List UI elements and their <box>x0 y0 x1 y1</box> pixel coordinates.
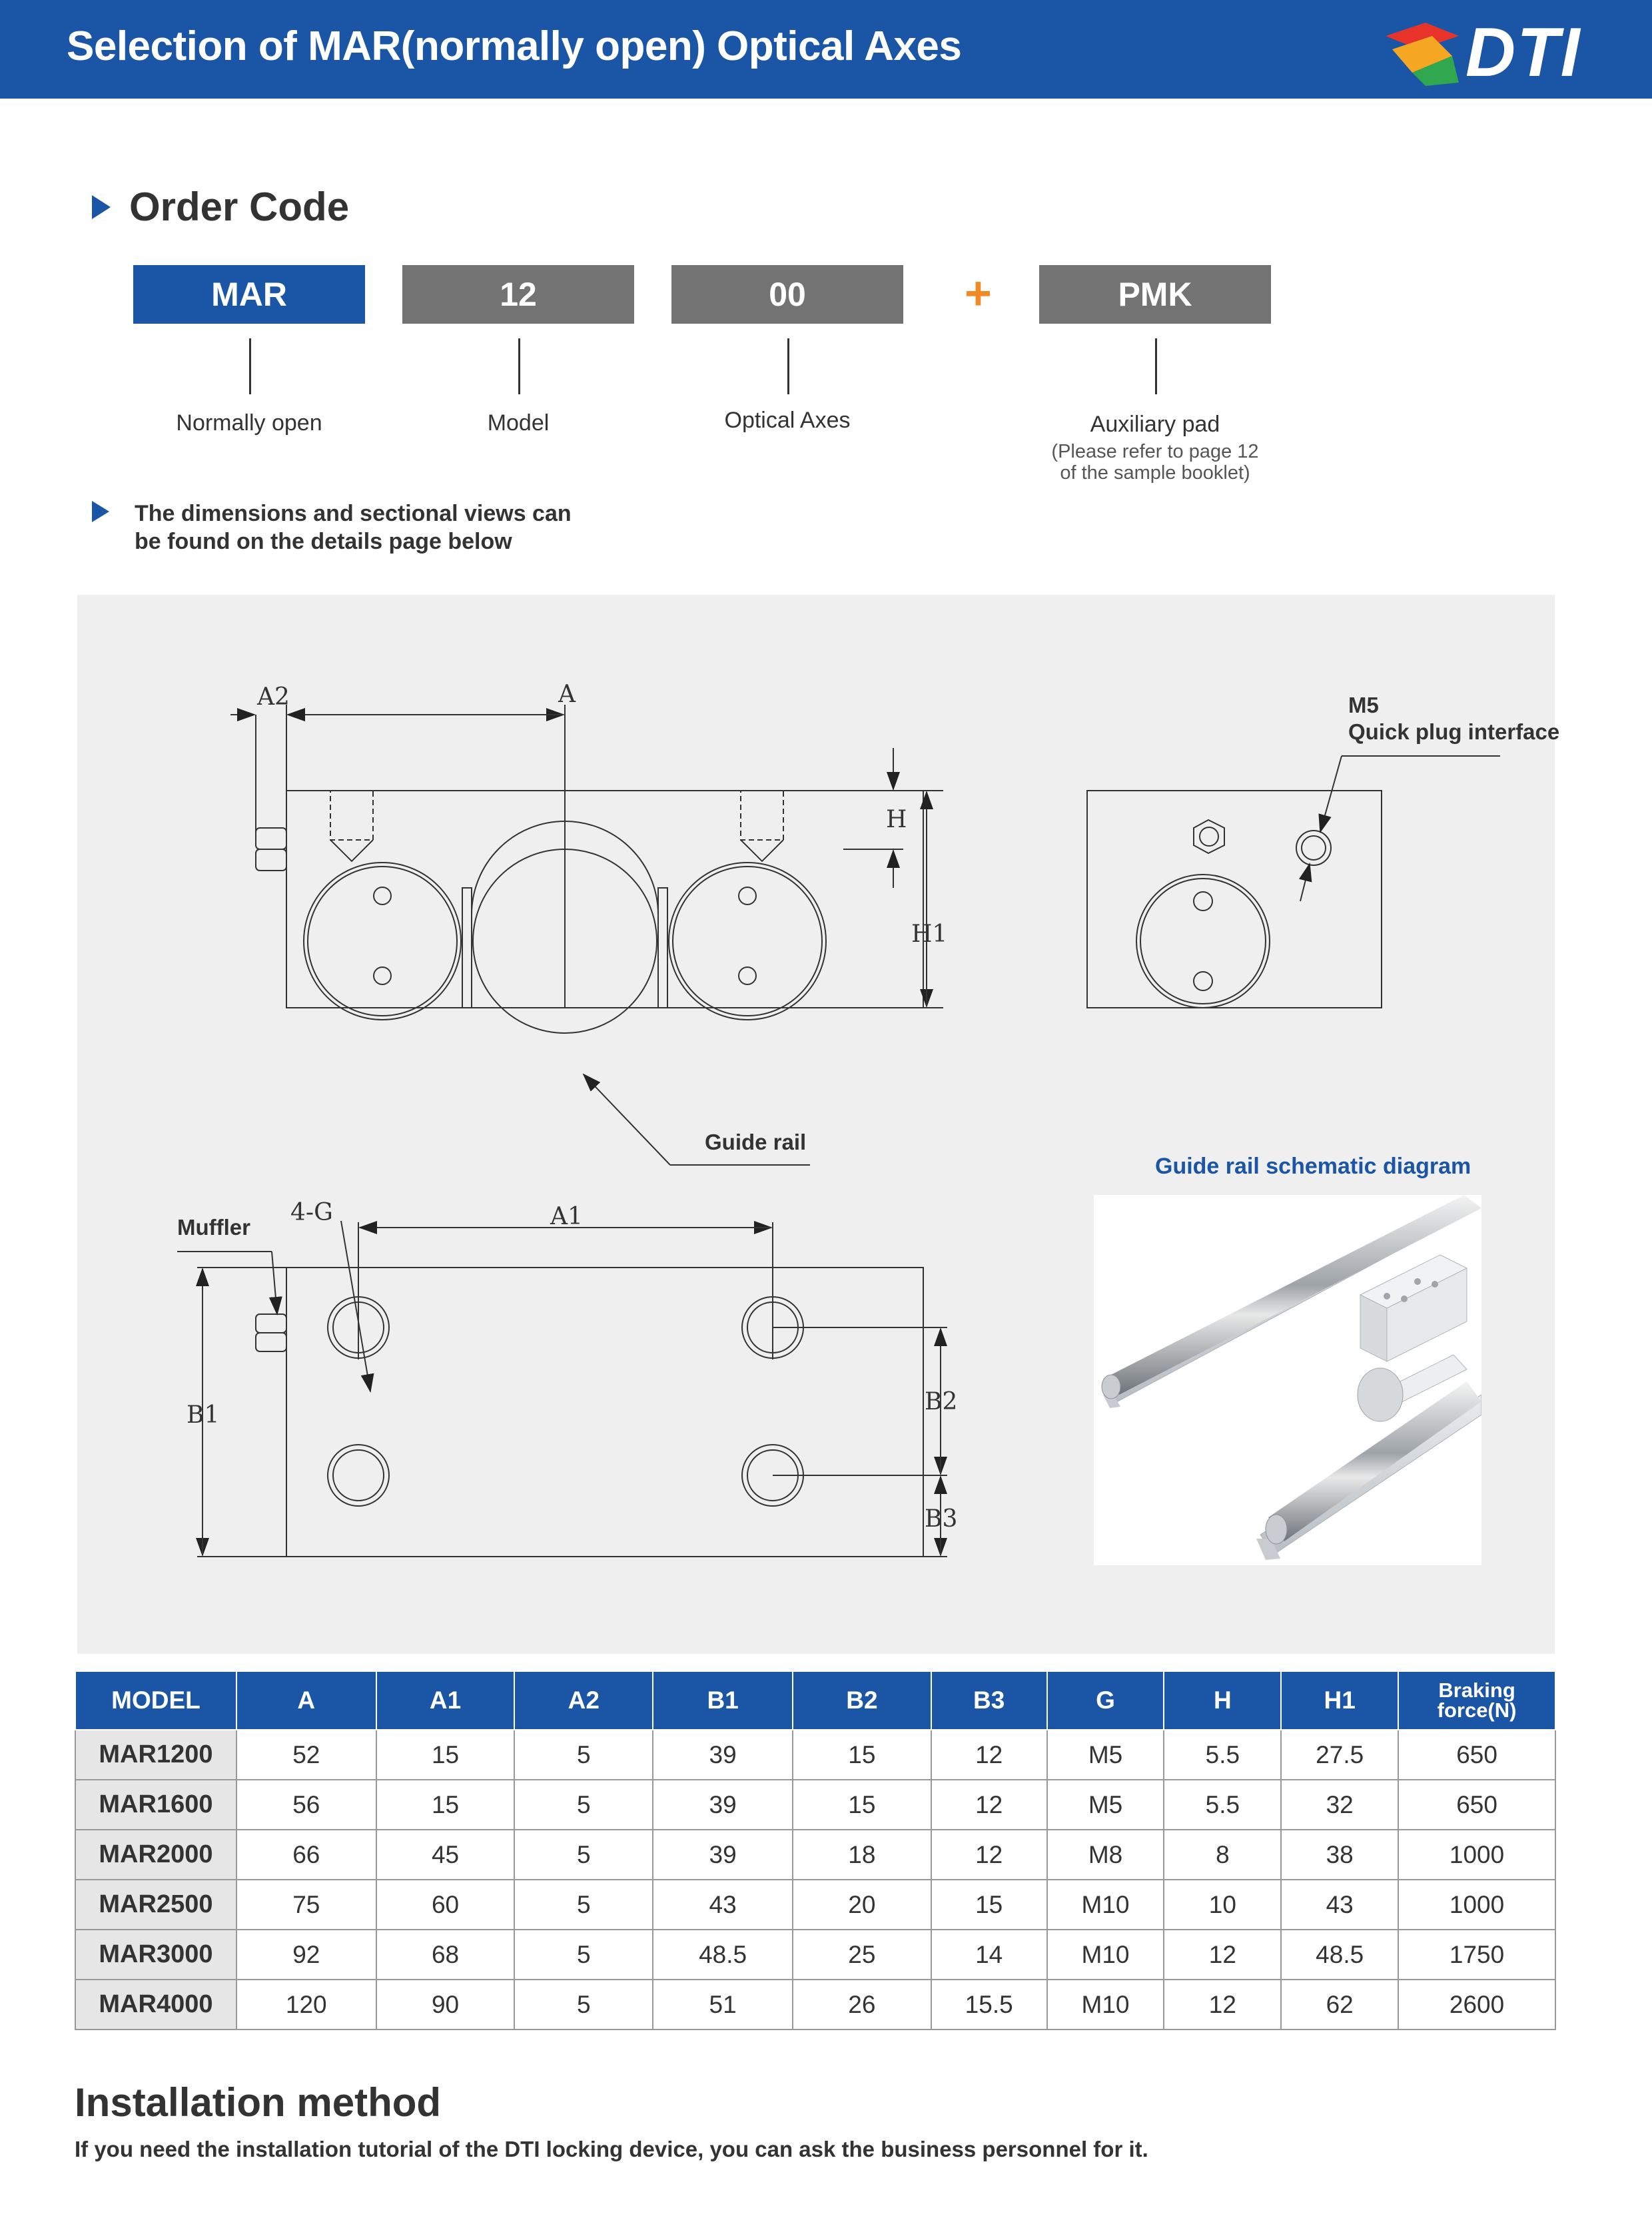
dim-label-h: H <box>886 806 907 833</box>
table-cell: M5 <box>1047 1730 1164 1780</box>
table-cell: 18 <box>793 1830 931 1880</box>
col-header: G <box>1047 1671 1164 1730</box>
leader-line <box>518 338 520 394</box>
table-header-row <box>75 1671 1555 1730</box>
quick-plug-label: Quick plug interface <box>1348 719 1560 744</box>
bottom-view-body <box>286 1268 923 1557</box>
table-row <box>75 1930 1555 1980</box>
table-cell: 12 <box>931 1780 1047 1830</box>
table-row <box>75 1880 1555 1930</box>
col-header: H <box>1164 1671 1281 1730</box>
table-cell: 5 <box>514 1880 653 1930</box>
label-optical-axes: Optical Axes <box>724 408 851 433</box>
model-cell: MAR2000 <box>75 1830 236 1880</box>
note-line-1: The dimensions and sectional views can <box>135 501 572 526</box>
table-cell: 43 <box>1281 1880 1398 1930</box>
leader-line <box>249 338 251 394</box>
section-marker-icon <box>92 195 111 219</box>
muffler-label: Muffler <box>177 1215 250 1240</box>
table-row <box>75 1730 1555 1780</box>
note-line-2: be found on the details page below <box>135 529 512 554</box>
table-cell: 5.5 <box>1164 1730 1281 1780</box>
installation-text: If you need the installation tutorial of the DTI locking device, you can ask the business personnel for it. <box>75 2137 1148 2161</box>
dim-label-a: A <box>558 681 576 708</box>
code-box-auxiliary: PMK <box>1039 265 1271 324</box>
dim-label-h1: H1 <box>911 921 948 948</box>
col-header: B1 <box>653 1671 793 1730</box>
table-cell: 27.5 <box>1281 1730 1398 1780</box>
plus-sign: + <box>965 267 992 319</box>
col-header: H1 <box>1281 1671 1398 1730</box>
braking-header-line1: Braking <box>1438 1678 1515 1702</box>
table-cell: 650 <box>1398 1780 1555 1830</box>
table-cell: M8 <box>1047 1830 1164 1880</box>
table-cell: 15 <box>376 1730 515 1780</box>
installation-title: Installation method <box>75 2080 442 2125</box>
table-cell: 5 <box>514 1980 653 2030</box>
order-code-heading: Order Code <box>129 185 350 229</box>
front-view-body-right <box>286 791 923 1008</box>
guide-rail-image <box>1094 1195 1481 1565</box>
label-auxiliary-pad: Auxiliary pad <box>1090 412 1220 437</box>
col-header: A2 <box>514 1671 653 1730</box>
model-cell: MAR4000 <box>75 1980 236 2030</box>
col-header: B3 <box>931 1671 1047 1730</box>
table-cell: 68 <box>376 1930 515 1980</box>
model-cell: MAR3000 <box>75 1930 236 1980</box>
guide-rail-schematic-title: Guide rail schematic diagram <box>1155 1154 1471 1179</box>
table-cell: 120 <box>236 1980 376 2030</box>
table-cell: 2600 <box>1398 1980 1555 2030</box>
table-cell: 15 <box>931 1880 1047 1930</box>
table-cell: 650 <box>1398 1730 1555 1780</box>
table-cell: 12 <box>931 1730 1047 1780</box>
table-cell: 60 <box>376 1880 515 1930</box>
table-cell: 15.5 <box>931 1980 1047 2030</box>
table-cell: M10 <box>1047 1980 1164 2030</box>
table-row <box>75 1830 1555 1880</box>
note-marker-icon <box>92 501 109 522</box>
table-cell: 15 <box>793 1730 931 1780</box>
table-cell: 48.5 <box>653 1930 793 1980</box>
auxiliary-note-line1: (Please refer to page 12 <box>1051 441 1259 462</box>
table-cell: 5 <box>514 1780 653 1830</box>
table-row <box>75 1980 1555 2030</box>
col-header: MODEL <box>75 1671 236 1730</box>
model-cell: MAR1600 <box>75 1780 236 1830</box>
table-cell: 51 <box>653 1980 793 2030</box>
table-cell: 20 <box>793 1880 931 1930</box>
table-cell: 12 <box>1164 1980 1281 2030</box>
table-cell: 39 <box>653 1780 793 1830</box>
table-cell: 15 <box>793 1780 931 1830</box>
code-box-model: 12 <box>402 265 634 324</box>
leader-line <box>787 338 789 394</box>
front-view-body <box>286 791 565 1008</box>
table-cell: 12 <box>1164 1930 1281 1980</box>
table-cell: 1750 <box>1398 1930 1555 1980</box>
table-cell: 5 <box>514 1930 653 1980</box>
col-header: A <box>236 1671 376 1730</box>
model-cell: MAR1200 <box>75 1730 236 1780</box>
table-cell: 5.5 <box>1164 1780 1281 1830</box>
table-cell: 5 <box>514 1730 653 1780</box>
table-cell: 25 <box>793 1930 931 1980</box>
dim-label-b3: B3 <box>925 1505 958 1533</box>
col-header-braking-force <box>1398 1671 1555 1730</box>
col-header: A1 <box>376 1671 515 1730</box>
table-cell: M5 <box>1047 1780 1164 1830</box>
table-cell: 92 <box>236 1930 376 1980</box>
guide-rail-photo <box>1094 1195 1481 1565</box>
table-cell: 48.5 <box>1281 1930 1398 1980</box>
table-cell: 45 <box>376 1830 515 1880</box>
dimensions-note <box>135 500 572 556</box>
m5-label: M5 <box>1348 693 1379 717</box>
table-cell: 66 <box>236 1830 376 1880</box>
dim-label-b2: B2 <box>925 1388 958 1415</box>
table-cell: 75 <box>236 1880 376 1930</box>
dim-label-a2: A2 <box>257 683 290 711</box>
table-cell: 43 <box>653 1880 793 1930</box>
table-cell: 62 <box>1281 1980 1398 2030</box>
label-normally-open: Normally open <box>176 410 322 436</box>
table-cell: 15 <box>376 1780 515 1830</box>
code-box-normally-open: MAR <box>133 265 365 324</box>
table-cell: 56 <box>236 1780 376 1830</box>
page-title: Selection of MAR(normally open) Optical Axes <box>67 23 962 69</box>
table-cell: 1000 <box>1398 1880 1555 1930</box>
label-model: Model <box>487 410 550 436</box>
table-cell: 38 <box>1281 1830 1398 1880</box>
table-cell: 14 <box>931 1930 1047 1980</box>
logo-text: DTI <box>1465 14 1581 91</box>
guide-rail-label: Guide rail <box>705 1130 807 1154</box>
braking-header-line2: force(N) <box>1437 1698 1517 1722</box>
table-cell: 90 <box>376 1980 515 2030</box>
table-cell: 10 <box>1164 1880 1281 1930</box>
table-cell: 12 <box>931 1830 1047 1880</box>
col-header: B2 <box>793 1671 931 1730</box>
table-cell: 8 <box>1164 1830 1281 1880</box>
table-cell: 26 <box>793 1980 931 2030</box>
side-view-body <box>1087 791 1382 1008</box>
dim-label-b1: B1 <box>187 1401 220 1429</box>
model-cell: MAR2500 <box>75 1880 236 1930</box>
table-cell: 1000 <box>1398 1830 1555 1880</box>
table-cell: 39 <box>653 1830 793 1880</box>
dim-label-4g: 4-G <box>290 1199 333 1226</box>
table-cell: M10 <box>1047 1880 1164 1930</box>
leader-line <box>1155 338 1157 394</box>
dim-label-a1: A1 <box>550 1203 583 1230</box>
auxiliary-note-line2: of the sample booklet) <box>1060 462 1250 484</box>
table-cell: M10 <box>1047 1930 1164 1980</box>
code-box-optical-axes: 00 <box>671 265 903 324</box>
specs-table <box>75 1671 1556 2030</box>
table-cell: 5 <box>514 1830 653 1880</box>
table-cell: 52 <box>236 1730 376 1780</box>
table-cell: 39 <box>653 1730 793 1780</box>
table-cell: 32 <box>1281 1780 1398 1830</box>
table-row <box>75 1780 1555 1830</box>
